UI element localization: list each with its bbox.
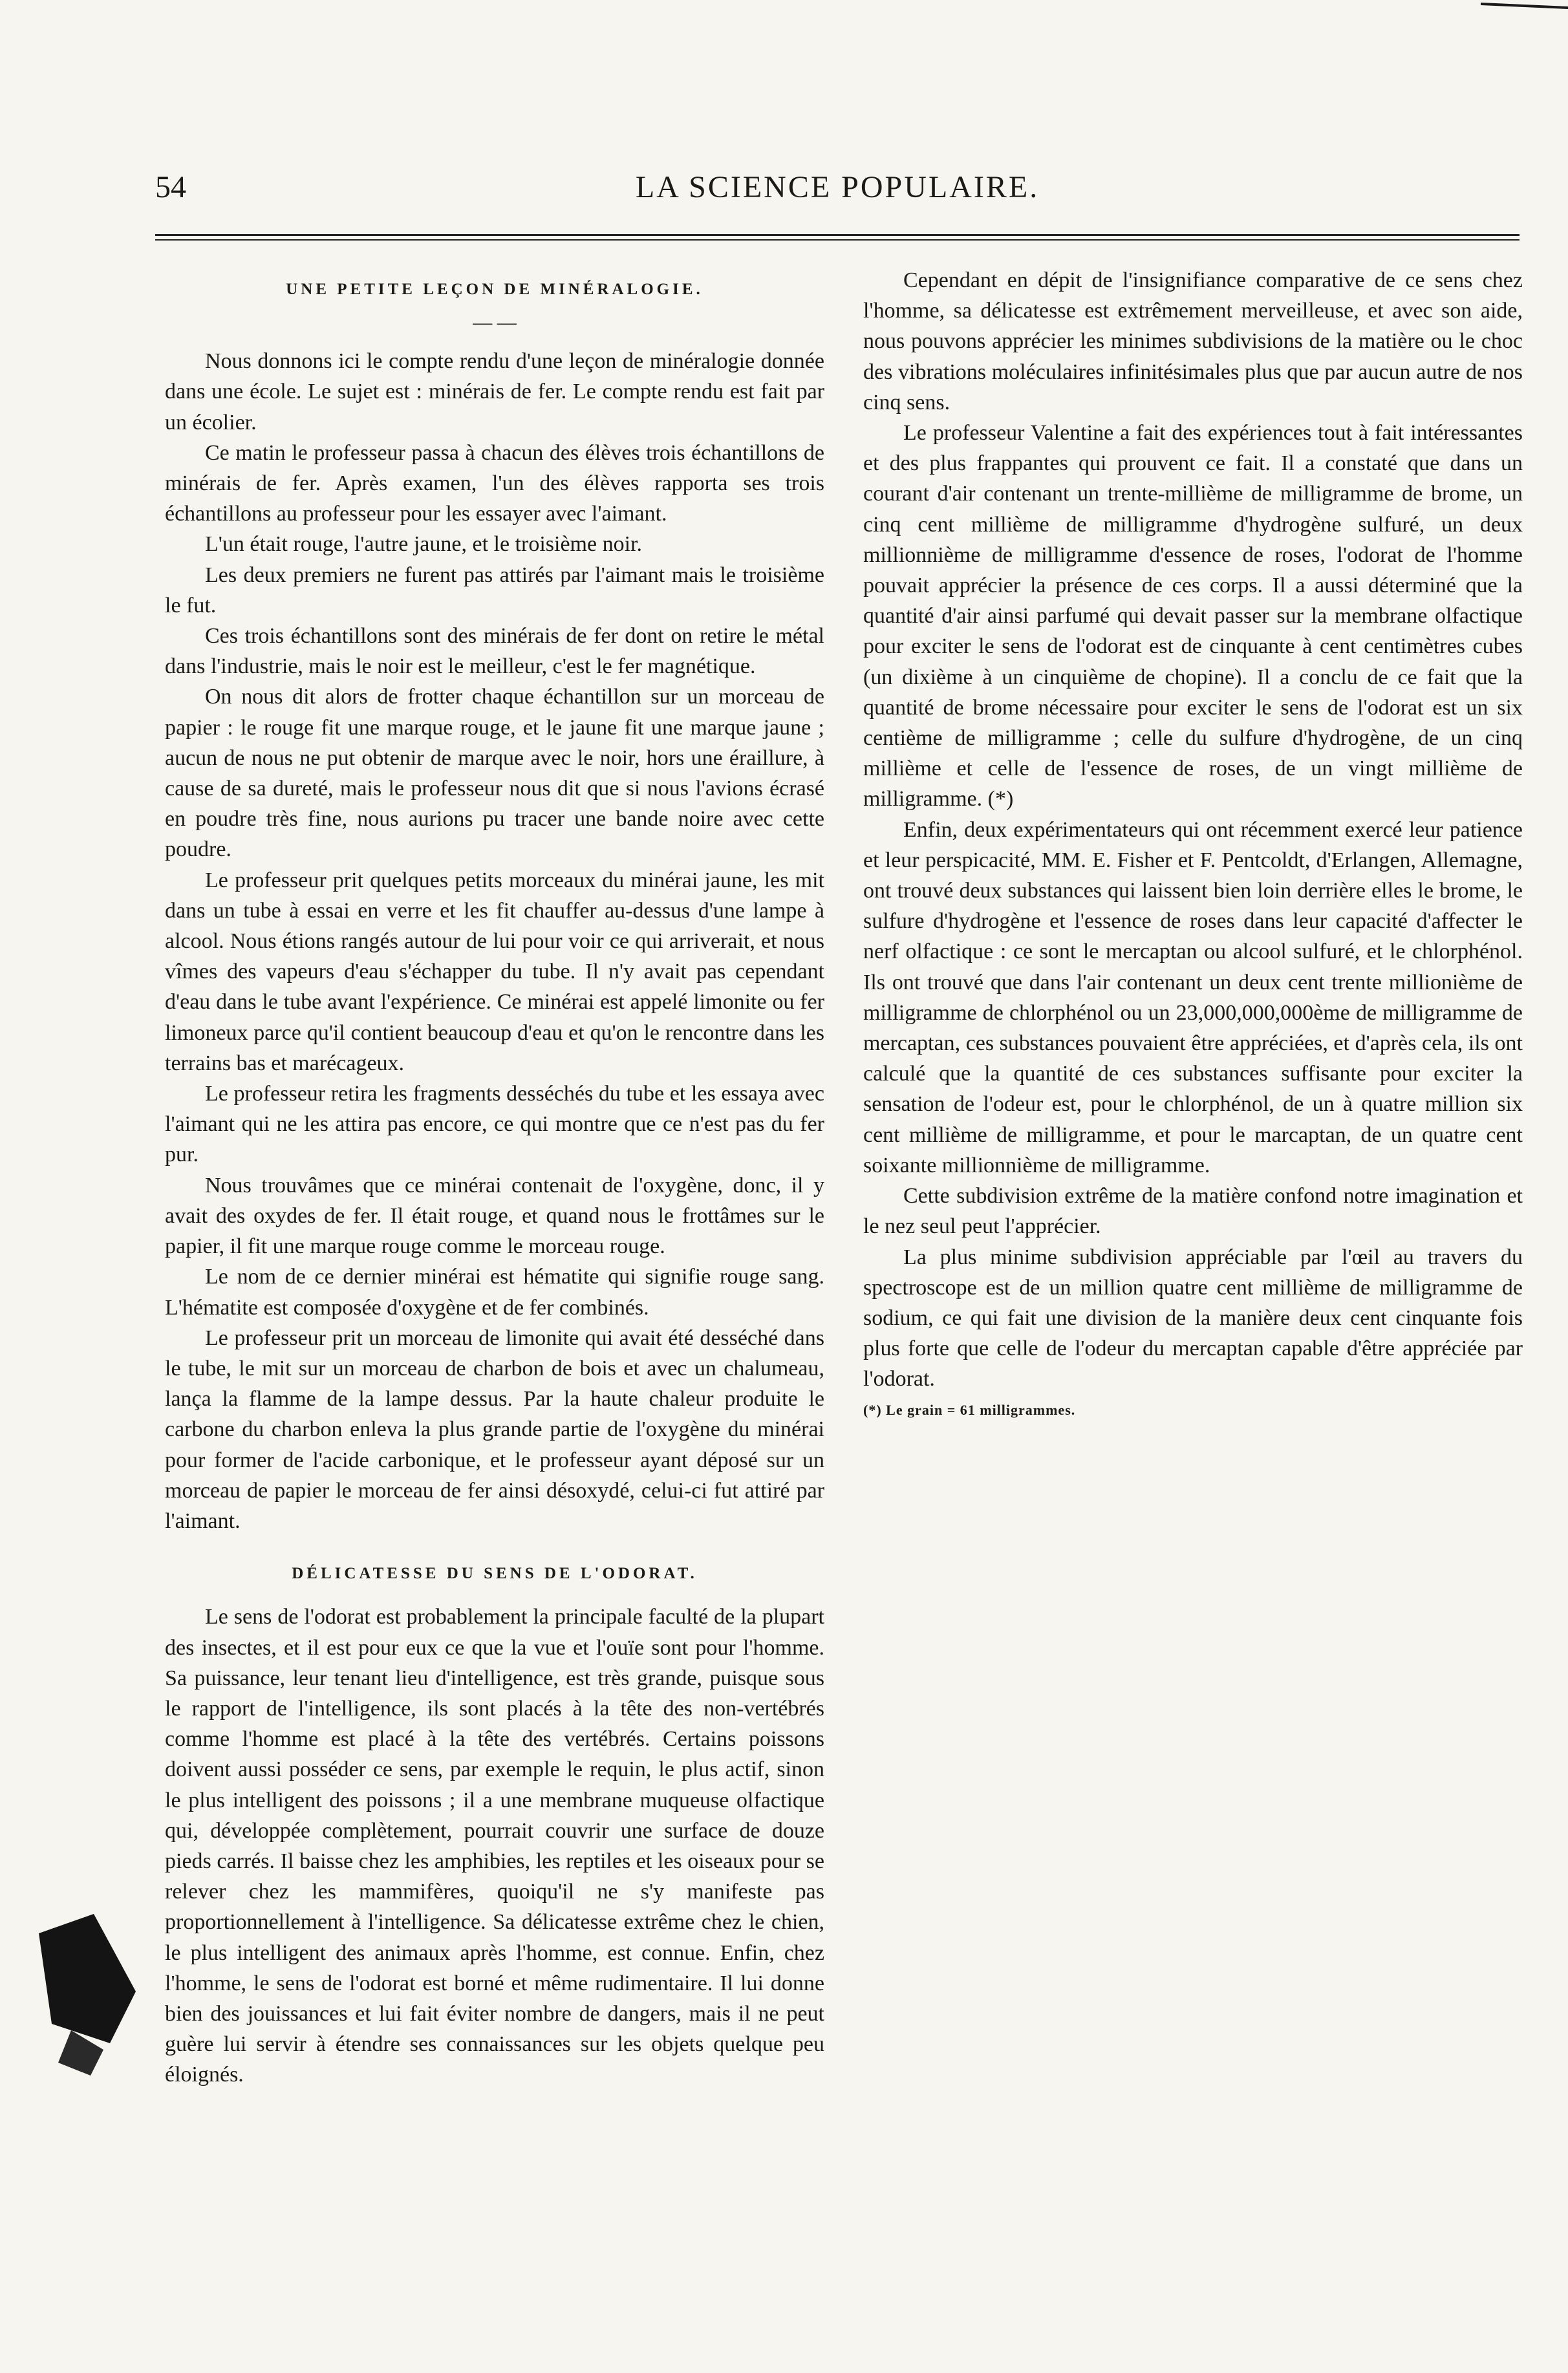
right-column bbox=[863, 265, 1523, 1425]
page-number: 54 bbox=[155, 170, 186, 204]
paragraph: Nous donnons ici le compte rendu d'une leçon de minéralogie donnée dans une école. Le sujet est : minérais de fer. Le compte rendu est fait par un écolier. bbox=[165, 349, 824, 435]
article-one-heading: UNE PETITE LEÇON DE MINÉRALOGIE. bbox=[286, 281, 703, 298]
heading-dash: — — bbox=[473, 312, 517, 334]
footnote: (*) Le grain = 61 milligrammes. bbox=[863, 1401, 1076, 1418]
paragraph: Cependant en dépit de l'insignifiance comparative de ce sens chez l'homme, sa délicatesse est extrêmement merveilleuse, et avec son aide, nous pouvons apprécier les minimes subdivisions de la matière ou le choc des vibrations moléculaires infinitésimales plus que par aucun autre de nos cinq sens. bbox=[863, 268, 1523, 414]
paragraph: Ces trois échantillons sont des minérais de fer dont on retire le métal dans l'industrie, mais le noir est le meilleur, c'est le fer magnétique. bbox=[165, 624, 824, 679]
scan-edge-mark bbox=[1481, 0, 1568, 9]
paragraph: Nous trouvâmes que ce minérai contenait de l'oxygène, donc, il y avait des oxydes de fer. Il était rouge, et quand nous le frottâmes sur le papier, il fit une marque rouge comme le morceau rouge. bbox=[165, 1173, 824, 1259]
paragraph: Enfin, deux expérimentateurs qui ont récemment exercé leur patience et leur perspicacité, MM. E. Fisher et F. Pentcoldt, d'Erlangen, Allemagne, ont trouvé deux substances qui laissent bien loin derrière elles le brome, le sulfure d'hydrogène et l'essence de roses dans leur capacité d'affecter le nerf olfactique : ce sont le mercaptan ou alcool sulfuré, et le chlorphénol. Ils ont trouvé que dans l'air contenant un deux cent trente millionième de milligramme de chlorphénol ou un 23,000,000,000ème de milligramme de mercaptan, ces substances pouvaient être appréciées, et d'après cela, ils ont calculé que la quantité de ces substances suffisante pour exciter la sensation de l'odeur est, pour le chlorphénol, de un à quatre million six cent millième de milligramme, et pour le marcaptan, de un quatre cent soixante millionnième de milligramme. bbox=[863, 817, 1523, 1177]
paragraph: Le nom de ce dernier minérai est hématite qui signifie rouge sang. L'hématite est composée d'oxygène et de fer combinés. bbox=[165, 1265, 824, 1320]
paragraph: Le professeur prit un morceau de limonite qui avait été desséché dans le tube, le mit sur un morceau de charbon de bois et avec un chalumeau, lança la flamme de la lampe dessus. Par la haute chaleur produite le carbone du charbon enleva la plus grande partie de l'oxygène du minérai pour former de l'acide carbonique, et le professeur ayant déposé sur un morceau de papier le morceau de fer ainsi désoxydé, celui-ci fut attiré par l'aimant. bbox=[165, 1326, 824, 1533]
paragraph: Les deux premiers ne furent pas attirés par l'aimant mais le troisième le fut. bbox=[165, 563, 824, 617]
paragraph: Le professeur retira les fragments desséchés du tube et les essaya avec l'aimant qui ne les attira pas encore, ce qui montre que ce n'est pas du fer pur. bbox=[165, 1082, 824, 1167]
binding-shadow-mark bbox=[32, 1914, 142, 2082]
paragraph: Ce matin le professeur passa à chacun des élèves trois échantillons de minérais de fer. Après examen, l'un des élèves rapporta ses trois échantillons au professeur pour les essayer avec l'aimant. bbox=[165, 440, 824, 526]
paragraph: Cette subdivision extrême de la matière confond notre imagination et le nez seul peut l'apprécier. bbox=[863, 1184, 1523, 1239]
header-rule-thick bbox=[155, 234, 1520, 236]
page-header bbox=[155, 169, 1520, 208]
header-rule-thin bbox=[155, 239, 1520, 241]
paragraph: Le professeur prit quelques petits morceaux du minérai jaune, les mit dans un tube à essai en verre et les fit chauffer au-dessus d'une lampe à alcool. Nous étions rangés autour de lui pour voir ce qui arriverait, et nous vîmes des vapeurs d'eau s'échapper du tube. Il n'y avait pas cependant d'eau dans le tube avant l'expérience. Ce minérai est appelé limonite ou fer limoneux parce qu'il contient beaucoup d'eau et qu'on le rencontre dans les terrains bas et marécageux. bbox=[165, 868, 824, 1075]
paragraph: L'un était rouge, l'autre jaune, et le troisième noir. bbox=[205, 532, 642, 557]
running-title: LA SCIENCE POPULAIRE. bbox=[635, 170, 1040, 204]
paragraph: Le sens de l'odorat est probablement la principale faculté de la plupart des insectes, et il est pour eux ce que la vue et l'ouïe sont pour l'homme. Sa puissance, leur tenant lieu d'intelligence, est très grande, puisque sous le rapport de l'intelligence, ils sont placés à la tête des non-vertébrés comme l'homme est placé à la tête des vertébrés. Certains poissons doivent aussi posséder ce sens, par exemple le requin, le plus actif, sinon le plus intelligent des poissons ; il a une membrane muqueuse olfactique qui, développée complètement, pourrait couvrir une surface de douze pieds carrés. Il baisse chez les amphibies, les reptiles et les oiseaux pour se relever chez les mammifères, quoiqu'il ne s'y manifeste pas proportionnellement à l'intelligence. Sa délicatesse extrême chez le chien, le plus intelligent des animaux après l'homme, est connue. Enfin, chez l'homme, le sens de l'odorat est borné et même rudimentaire. Il lui donne bien des jouissances et lui fait éviter nombre de dangers, mais il ne peut guère lui servir à étendre ses connaissances sur les objets quelque peu éloignés. bbox=[165, 1605, 824, 2087]
paragraph: Le professeur Valentine a fait des expériences tout à fait intéressantes et des plus frappantes qui prouvent ce fait. Il a constaté que dans un courant d'air contenant un trente-millième de milligramme de brome, un cinq cent millième de milligramme d'hydrogène sulfuré, un deux millionnième de milligramme d'essence de roses, l'odorat de l'homme pouvait apprécier la présence de ces corps. Il a aussi déterminé que la quantité d'air ainsi parfumé qui devait passer sur la membrane olfactique pour exciter le sens de l'odorat est de cinquante à cent centimètres cubes (un dixième à un cinquième de chopine). Il a conclu de ce fait que la quantité de brome nécessaire pour exciter le sens de l'odorat est un six centième de milligramme ; celle du sulfure d'hydrogène, de un cinq millième et celle de l'essence de roses, de un vingt millième de milligramme. (*) bbox=[863, 421, 1523, 811]
left-column bbox=[165, 265, 824, 2090]
paragraph: La plus minime subdivision appréciable par l'œil au travers du spectroscope est de un million quatre cent millième de milligramme de sodium, ce qui fait une division de la manière deux cent cinquante fois plus forte que celle de l'odeur du mercaptan capable d'être appréciée par l'odorat. bbox=[863, 1245, 1523, 1391]
article-two-heading: DÉLICATESSE DU SENS DE L'ODORAT. bbox=[292, 1565, 698, 1583]
paragraph: On nous dit alors de frotter chaque échantillon sur un morceau de papier : le rouge fit une marque rouge, et le jaune fit une marque jaune ; aucun de nous ne put obtenir de marque avec le noir, hors une éraillure, à cause de sa dureté, mais le professeur nous dit que si nous l'avions écrasé en poudre très fine, nous aurions pu tracer une bande noire avec cette poudre. bbox=[165, 685, 824, 862]
